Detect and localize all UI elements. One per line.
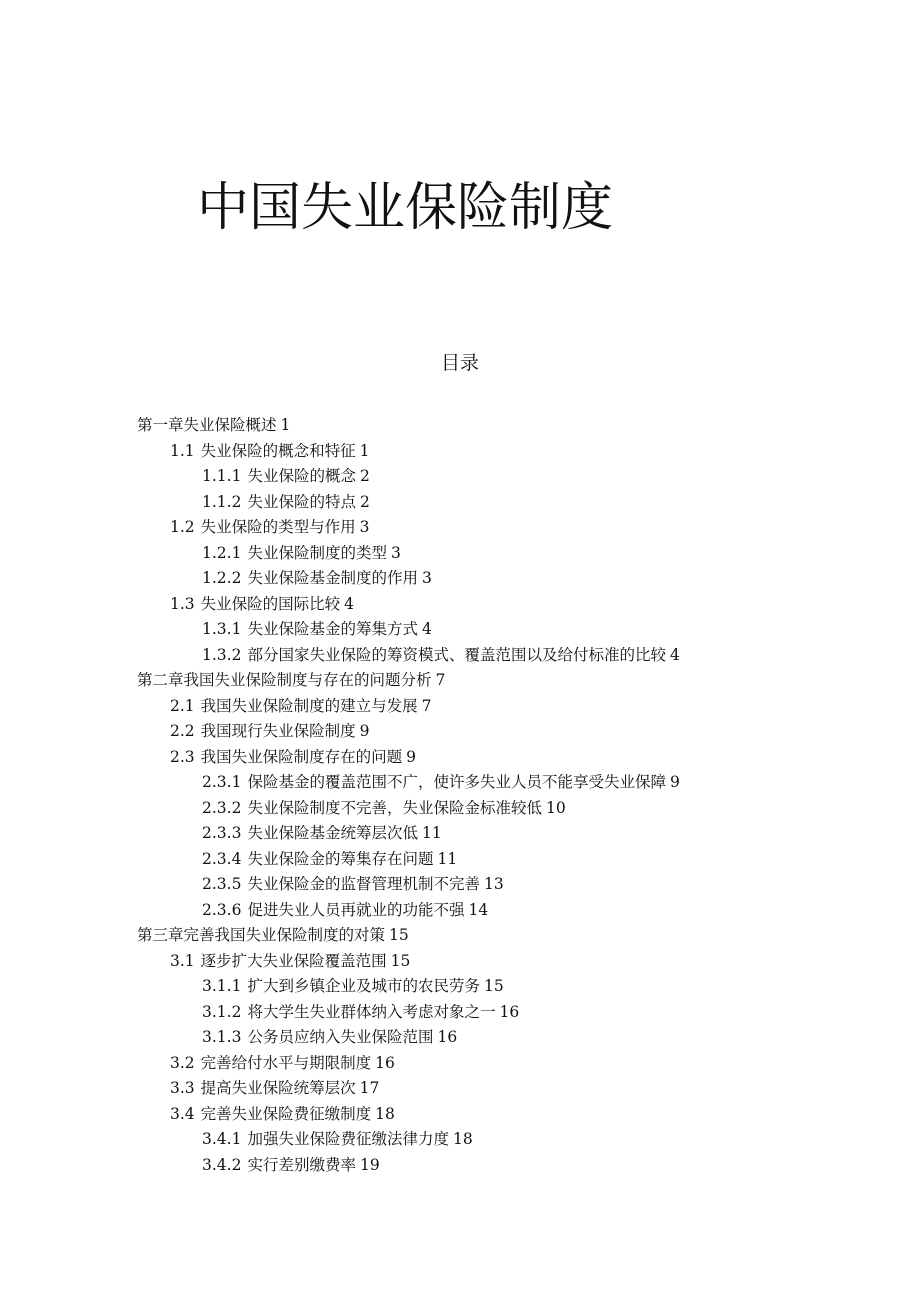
toc-subsection-entry[interactable] [0, 770, 920, 796]
toc-entry-number: 3.1.1 [202, 977, 242, 995]
toc-entry-page-number: 9 [669, 773, 680, 791]
toc-entry-number: 1.2.1 [202, 543, 242, 562]
toc-section-entry[interactable] [0, 949, 920, 975]
toc-entry-number: 2.3.2 [202, 798, 242, 817]
toc-entry-page-number: 4 [669, 645, 680, 664]
toc-entry-page-number: 3 [390, 543, 401, 562]
toc-section-entry[interactable] [0, 694, 920, 720]
toc-entry-number: 1.3.2 [202, 645, 242, 664]
toc-entry-number: 3.4.2 [202, 1155, 242, 1174]
toc-entry-title: 第二章我国失业保险制度与存在的问题分析 [137, 671, 432, 689]
toc-entry-number: 1.2 [170, 518, 195, 536]
toc-subsection-entry[interactable] [0, 643, 920, 669]
toc-entry-title: 加强失业保险费征缴法律力度 [247, 1130, 449, 1148]
toc-entry-title: 第三章完善我国失业保险制度的对策 [137, 926, 386, 944]
toc-entry-title: 失业保险的国际比较 [200, 594, 341, 613]
toc-subsection-entry[interactable] [0, 1000, 920, 1026]
toc-entry-title: 逐步扩大失业保险覆盖范围 [200, 951, 387, 970]
toc-entry-number: 3.4.1 [202, 1130, 242, 1148]
toc-chapter-entry[interactable] [0, 923, 920, 949]
toc-entry-title: 完善给付水平与期限制度 [200, 1053, 372, 1072]
toc-section-entry[interactable] [0, 745, 920, 771]
toc-entry-number: 1.2.2 [202, 569, 242, 587]
toc-heading: 目录 [440, 352, 479, 374]
toc-entry-page-number: 16 [499, 1002, 520, 1021]
toc-subsection-entry[interactable] [0, 566, 920, 592]
toc-entry-title: 提高失业保险统筹层次 [200, 1079, 356, 1097]
toc-entry-title: 失业保险的概念 [247, 467, 356, 485]
toc-entry-title: 我国现行失业保险制度 [200, 722, 356, 740]
toc-entry-page-number: 18 [452, 1130, 473, 1148]
toc-entry-title: 失业保险的概念和特征 [200, 441, 356, 460]
toc-entry-page-number: 15 [390, 951, 411, 970]
toc-entry-number: 3.2 [170, 1053, 195, 1072]
toc-entry-number: 2.3 [170, 747, 195, 766]
toc-subsection-entry[interactable] [0, 541, 920, 567]
toc-entry-number: 2.1 [170, 696, 195, 715]
toc-entry-title: 第一章失业保险概述 [137, 416, 277, 434]
toc-chapter-entry[interactable] [0, 413, 920, 439]
toc-entry-title: 失业保险金的监督管理机制不完善 [247, 875, 480, 893]
toc-entry-number: 1.1.1 [202, 467, 242, 485]
toc-entry-title: 失业保险制度不完善，失业保险金标准较低 [247, 798, 542, 817]
toc-entry-number: 2.3.5 [202, 875, 242, 893]
toc-entry-title: 扩大到乡镇企业及城市的农民劳务 [247, 977, 480, 995]
toc-section-entry[interactable] [0, 1051, 920, 1077]
toc-subsection-entry[interactable] [0, 617, 920, 643]
toc-entry-title: 完善失业保险费征缴制度 [200, 1104, 372, 1123]
toc-subsection-entry[interactable] [0, 872, 920, 898]
toc-entry-page-number: 1 [280, 416, 291, 434]
toc-entry-page-number: 4 [421, 620, 432, 638]
toc-entry-page-number: 16 [375, 1053, 395, 1072]
toc-entry-number: 2.3.6 [202, 900, 242, 919]
toc-entry-page-number: 14 [468, 900, 489, 919]
toc-entry-page-number: 10 [545, 798, 566, 817]
toc-entry-number: 1.1 [170, 441, 195, 460]
toc-entry-page-number: 9 [359, 722, 370, 740]
toc-entry-number: 1.1.2 [202, 492, 242, 511]
toc-entry-page-number: 2 [359, 492, 370, 511]
toc-entry-number: 3.3 [170, 1079, 195, 1097]
toc-entry-title: 保险基金的覆盖范围不广，使许多失业人员不能享受失业保障 [247, 773, 666, 791]
toc-entry-title: 我国失业保险制度的建立与发展 [200, 696, 418, 715]
toc-section-entry[interactable] [0, 439, 920, 465]
toc-entry-page-number: 4 [344, 594, 355, 613]
toc-subsection-entry[interactable] [0, 464, 920, 490]
toc-entry-page-number: 19 [359, 1155, 380, 1174]
toc-entry-page-number: 3 [421, 569, 432, 587]
toc-entry-page-number: 15 [389, 926, 409, 944]
toc-entry-page-number: 7 [435, 671, 446, 689]
toc-entry-page-number: 7 [421, 696, 432, 715]
toc-entry-title: 失业保险基金制度的作用 [247, 569, 418, 587]
toc-entry-number: 1.3.1 [202, 620, 242, 638]
toc-entry-page-number: 3 [359, 518, 370, 536]
toc-entry-number: 3.1.3 [202, 1028, 242, 1046]
toc-section-entry[interactable] [0, 592, 920, 618]
toc-entry-number: 2.3.3 [202, 824, 242, 842]
toc-entry-page-number: 17 [359, 1079, 380, 1097]
toc-entry-page-number: 9 [406, 747, 417, 766]
toc-entry-page-number: 11 [437, 849, 458, 868]
toc-entry-number: 2.3.1 [202, 773, 242, 791]
toc-entry-number: 3.1 [170, 951, 195, 970]
toc-chapter-entry[interactable] [0, 668, 920, 694]
toc-subsection-entry[interactable] [0, 974, 920, 1000]
toc-entry-title: 失业保险的特点 [247, 492, 356, 511]
toc-entry-title: 将大学生失业群体纳入考虑对象之一 [247, 1002, 496, 1021]
toc-entry-page-number: 1 [359, 441, 370, 460]
toc-entry-title: 部分国家失业保险的筹资模式、覆盖范围以及给付标准的比较 [247, 645, 666, 664]
toc-section-entry[interactable] [0, 719, 920, 745]
toc-subsection-entry[interactable] [0, 490, 920, 516]
toc-entry-page-number: 15 [483, 977, 504, 995]
toc-entry-page-number: 2 [359, 467, 370, 485]
toc-entry-title: 失业保险基金统筹层次低 [247, 824, 418, 842]
toc-entry-title: 公务员应纳入失业保险范围 [247, 1028, 434, 1046]
toc-subsection-entry[interactable] [0, 1127, 920, 1153]
toc-subsection-entry[interactable] [0, 821, 920, 847]
toc-subsection-entry[interactable] [0, 1153, 920, 1179]
toc-section-entry[interactable] [0, 515, 920, 541]
toc-entry-page-number: 13 [483, 875, 504, 893]
toc-entry-page-number: 18 [375, 1104, 395, 1123]
toc-entry-number: 2.3.4 [202, 849, 242, 868]
toc-entry-title: 我国失业保险制度存在的问题 [200, 747, 403, 766]
toc-entry-title: 失业保险基金的筹集方式 [247, 620, 418, 638]
toc-entry-title: 失业保险制度的类型 [247, 543, 387, 562]
toc-entry-number: 1.3 [170, 594, 195, 613]
toc-entry-number: 3.4 [170, 1104, 195, 1123]
toc-section-entry[interactable] [0, 1102, 920, 1128]
toc-entry-title: 失业保险的类型与作用 [200, 518, 356, 536]
document-title: 中国失业保险制度 [197, 178, 614, 238]
toc-entry-page-number: 16 [437, 1028, 458, 1046]
toc-subsection-entry[interactable] [0, 847, 920, 873]
table-of-contents [0, 413, 920, 1178]
toc-section-entry[interactable] [0, 1076, 920, 1102]
toc-entry-title: 实行差别缴费率 [247, 1155, 356, 1174]
toc-entry-number: 2.2 [170, 722, 195, 740]
toc-subsection-entry[interactable] [0, 1025, 920, 1051]
toc-entry-title: 失业保险金的筹集存在问题 [247, 849, 434, 868]
toc-subsection-entry[interactable] [0, 898, 920, 924]
toc-entry-title: 促进失业人员再就业的功能不强 [247, 900, 465, 919]
toc-subsection-entry[interactable] [0, 796, 920, 822]
toc-entry-number: 3.1.2 [202, 1002, 242, 1021]
toc-entry-page-number: 11 [421, 824, 442, 842]
